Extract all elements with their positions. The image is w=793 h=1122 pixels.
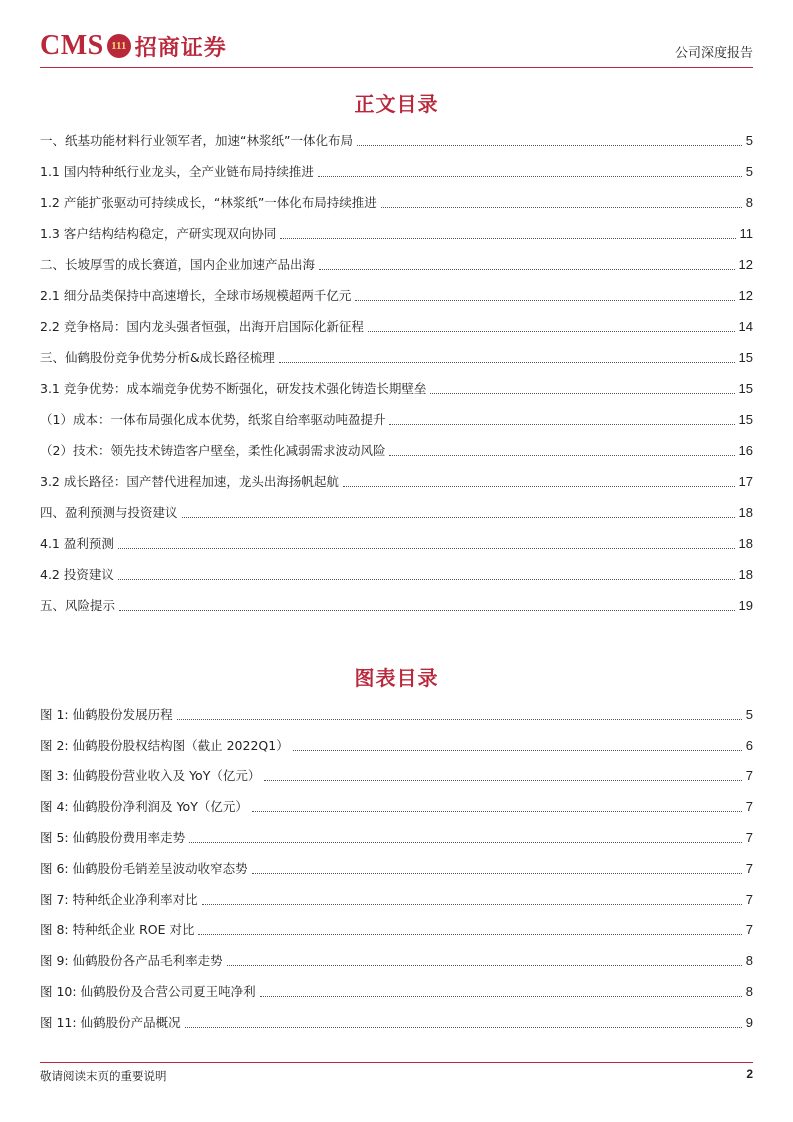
toc-entry[interactable] — [40, 217, 753, 248]
toc-leader-dots — [182, 517, 735, 518]
logo-badge-text: 111 — [111, 40, 127, 52]
toc-entry-title: 图 11: 仙鹤股份产品概况 — [40, 1014, 181, 1030]
toc-leader-dots — [198, 934, 741, 935]
toc-entry-title: 图 5: 仙鹤股份费用率走势 — [40, 829, 186, 845]
toc-entry[interactable] — [40, 124, 753, 155]
toc-leader-dots — [264, 780, 741, 781]
toc-leader-dots — [280, 238, 735, 239]
toc-leader-dots — [202, 904, 742, 905]
main-toc-title: 正文目录 — [354, 92, 439, 116]
toc-leader-dots — [118, 548, 735, 549]
toc-leader-dots — [318, 176, 742, 177]
toc-entry-page: 8 — [745, 195, 753, 210]
toc-entry-page: 18 — [738, 567, 753, 582]
toc-leader-dots — [293, 750, 742, 751]
toc-entry[interactable] — [40, 852, 753, 883]
toc-leader-dots — [252, 811, 742, 812]
toc-entry[interactable] — [40, 341, 753, 372]
figure-toc-list — [40, 698, 753, 1037]
toc-leader-dots — [381, 207, 742, 208]
toc-entry-title: 3.1 竞争优势：成本端竞争优势不断强化，研发技术强化铸造长期壁垒 — [40, 381, 427, 396]
toc-entry[interactable] — [40, 310, 753, 341]
toc-entry[interactable] — [40, 155, 753, 186]
toc-entry-page: 14 — [738, 319, 753, 334]
toc-leader-dots — [279, 362, 735, 363]
toc-entry[interactable] — [40, 944, 753, 975]
toc-entry-page: 18 — [738, 536, 753, 551]
toc-entry-page: 17 — [738, 474, 753, 489]
toc-entry-title: 1.1 国内特种纸行业龙头，全产业链布局持续推进 — [40, 164, 314, 179]
toc-entry[interactable] — [40, 698, 753, 729]
toc-entry-title: 4.2 投资建议 — [40, 567, 114, 582]
header-divider — [40, 67, 753, 68]
toc-entry-title: 图 2: 仙鹤股份股权结构图（截止 2022Q1） — [40, 737, 289, 753]
logo-badge-icon — [107, 34, 131, 58]
toc-leader-dots — [389, 424, 734, 425]
company-logo — [40, 28, 227, 64]
toc-entry-page: 7 — [745, 860, 753, 876]
toc-leader-dots — [343, 486, 735, 487]
toc-entry-title: 4.1 盈利预测 — [40, 536, 114, 551]
toc-entry[interactable] — [40, 434, 753, 465]
toc-entry[interactable] — [40, 975, 753, 1006]
toc-leader-dots — [185, 1027, 742, 1028]
toc-entry-page: 16 — [738, 443, 753, 458]
toc-entry-page: 7 — [745, 891, 753, 907]
toc-entry-page: 9 — [745, 1014, 753, 1030]
toc-entry-title: 2.2 竞争格局：国内龙头强者恒强，出海开启国际化新征程 — [40, 319, 364, 334]
toc-entry-page: 8 — [745, 953, 753, 969]
toc-leader-dots — [177, 719, 742, 720]
toc-entry-title: 图 3: 仙鹤股份营业收入及 YoY（亿元） — [40, 768, 261, 784]
toc-entry-title: 四、盈利预测与投资建议 — [40, 505, 178, 520]
toc-leader-dots — [227, 965, 742, 966]
toc-entry[interactable] — [40, 496, 753, 527]
toc-entry[interactable] — [40, 729, 753, 760]
toc-entry-title: 1.2 产能扩张驱动可持续成长，“林浆纸”一体化布局持续推进 — [40, 195, 377, 210]
toc-entry[interactable] — [40, 403, 753, 434]
toc-entry-page: 5 — [745, 133, 753, 148]
toc-entry-page: 8 — [745, 983, 753, 999]
toc-entry[interactable] — [40, 589, 753, 620]
toc-leader-dots — [319, 269, 735, 270]
toc-entry[interactable] — [40, 760, 753, 791]
toc-entry[interactable] — [40, 527, 753, 558]
toc-leader-dots — [260, 996, 742, 997]
toc-entry[interactable] — [40, 821, 753, 852]
toc-leader-dots — [252, 873, 742, 874]
toc-entry-page: 15 — [738, 381, 753, 396]
toc-entry-title: （2）技术：领先技术铸造客户壁垒，柔性化减弱需求波动风险 — [40, 443, 386, 458]
toc-leader-dots — [119, 610, 735, 611]
toc-entry-title: 图 7: 特种纸企业净利率对比 — [40, 891, 198, 907]
toc-entry-title: 3.2 成长路径：国产替代进程加速，龙头出海扬帆起航 — [40, 474, 339, 489]
toc-leader-dots — [189, 842, 742, 843]
toc-entry-title: 五、风险提示 — [40, 598, 116, 613]
toc-entry-title: （1）成本：一体布局强化成本优势，纸浆自给率驱动吨盈提升 — [40, 412, 386, 427]
figure-toc-title: 图表目录 — [354, 666, 439, 690]
toc-entry[interactable] — [40, 914, 753, 945]
toc-leader-dots — [430, 393, 734, 394]
toc-entry-page: 19 — [738, 598, 753, 613]
toc-entry-page: 5 — [745, 706, 753, 722]
toc-entry-page: 12 — [738, 288, 753, 303]
toc-entry[interactable] — [40, 465, 753, 496]
toc-entry-page: 7 — [745, 922, 753, 938]
toc-leader-dots — [357, 145, 742, 146]
main-toc-list — [40, 124, 753, 620]
toc-entry-title: 一、纸基功能材料行业领军者，加速“林浆纸”一体化布局 — [40, 133, 353, 148]
toc-entry-page: 7 — [745, 768, 753, 784]
toc-entry-title: 图 10: 仙鹤股份及合营公司夏王吨净利 — [40, 983, 256, 999]
toc-entry-title: 1.3 客户结构结构稳定，产研实现双向协同 — [40, 226, 277, 241]
toc-entry-page: 7 — [745, 799, 753, 815]
toc-leader-dots — [368, 331, 735, 332]
toc-entry-page: 7 — [745, 829, 753, 845]
page-number: 2 — [746, 1067, 753, 1081]
logo-latin: CMS — [40, 30, 104, 61]
toc-entry-title: 图 6: 仙鹤股份毛销差呈波动收窄态势 — [40, 860, 248, 876]
toc-entry-page: 5 — [745, 164, 753, 179]
toc-entry[interactable] — [40, 1006, 753, 1037]
toc-entry[interactable] — [40, 790, 753, 821]
toc-leader-dots — [118, 579, 735, 580]
toc-entry[interactable] — [40, 248, 753, 279]
toc-entry[interactable] — [40, 372, 753, 403]
footer-divider — [40, 1062, 753, 1063]
toc-entry-page: 18 — [738, 505, 753, 520]
toc-entry-page: 15 — [738, 350, 753, 365]
toc-entry-page: 12 — [738, 257, 753, 272]
toc-leader-dots — [389, 455, 734, 456]
toc-entry-title: 图 8: 特种纸企业 ROE 对比 — [40, 922, 195, 938]
toc-leader-dots — [355, 300, 734, 301]
toc-entry-title: 图 4: 仙鹤股份净利润及 YoY（亿元） — [40, 799, 248, 815]
logo-chinese: 招商证券 — [134, 34, 227, 61]
toc-entry[interactable] — [40, 883, 753, 914]
toc-entry-title: 图 1: 仙鹤股份发展历程 — [40, 706, 173, 722]
toc-entry-title: 三、仙鹤股份竞争优势分析&成长路径梳理 — [40, 350, 275, 365]
toc-entry[interactable] — [40, 279, 753, 310]
toc-entry-page: 6 — [745, 737, 753, 753]
toc-entry-page: 15 — [738, 412, 753, 427]
toc-entry-page: 11 — [739, 226, 753, 241]
report-type: 公司深度报告 — [674, 46, 753, 61]
footer-disclaimer: 敬请阅读末页的重要说明 — [40, 1069, 167, 1083]
toc-entry[interactable] — [40, 558, 753, 589]
page-header — [40, 28, 753, 64]
toc-entry[interactable] — [40, 186, 753, 217]
toc-entry-title: 图 9: 仙鹤股份各产品毛利率走势 — [40, 953, 223, 969]
toc-entry-title: 二、长坡厚雪的成长赛道，国内企业加速产品出海 — [40, 257, 316, 272]
toc-entry-title: 2.1 细分品类保持中高速增长，全球市场规模超两千亿元 — [40, 288, 352, 303]
